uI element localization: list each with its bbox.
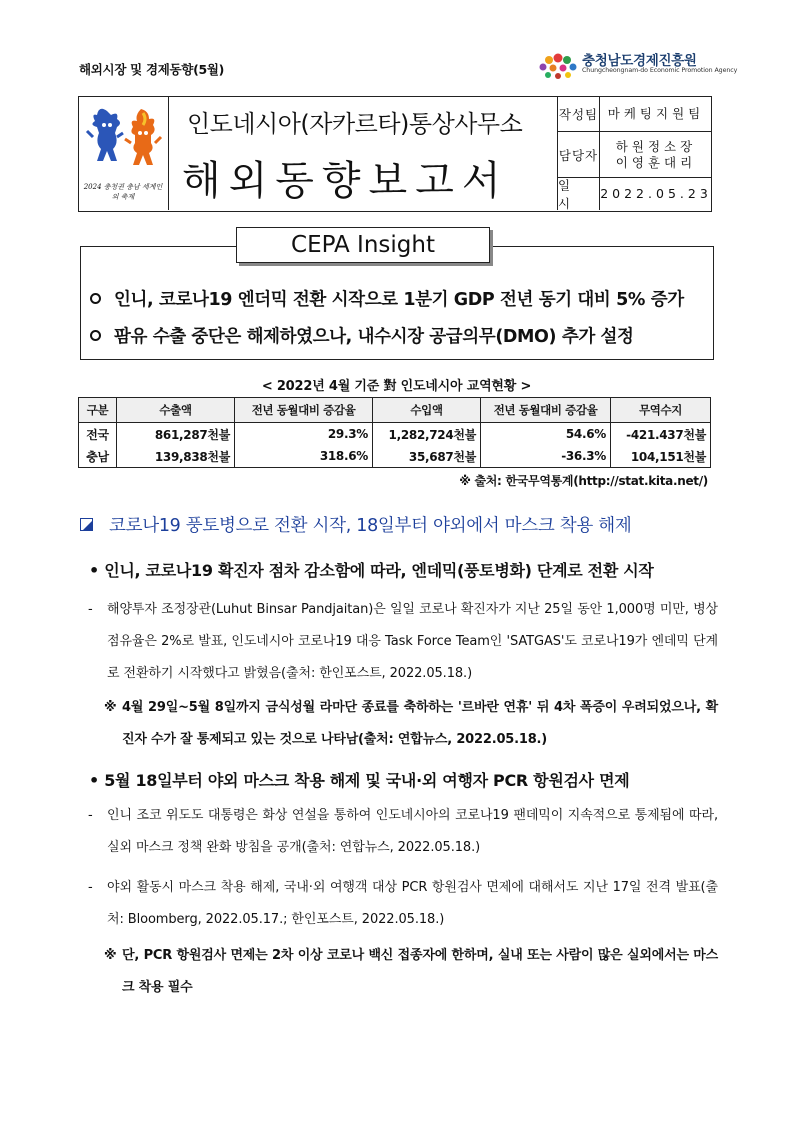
cepa-title: CEPA Insight: [236, 227, 490, 263]
meta-label: 일 시: [558, 178, 600, 210]
meta-value-line: 마케팅지원팀: [607, 106, 705, 121]
table-cell: 1,282,724천불: [373, 423, 481, 446]
circle-bullet-icon: [90, 293, 101, 304]
mascot-caption: 2024 충청권 충남 세계인의 축제: [83, 183, 163, 201]
trade-col-header: 전년 동월대비 증감율: [481, 398, 611, 423]
bullet-heading: • 인니, 코로나19 확진자 점차 감소함에 따라, 엔데믹(풍토병화) 단계로 전환 시작: [89, 561, 654, 580]
trade-table: [78, 397, 711, 468]
org-logo-icon: [536, 46, 580, 82]
dash-paragraph: [88, 800, 718, 864]
meta-label: 담당자: [558, 132, 600, 177]
trade-col-header: 수입액: [373, 398, 481, 423]
trade-caption: < 2022년 4월 기준 對 인도네시아 교역현황 >: [261, 379, 532, 394]
cepa-item: [90, 323, 634, 348]
trade-col-header: 구분: [79, 398, 117, 423]
note-paragraph: [104, 940, 718, 1004]
paragraph-text: 야외 활동시 마스크 착용 해제, 국내·외 여행객 대상 PCR 항원검사 면제에 대해서도 지난 17일 전격 발표(출처: Bloomberg, 2022.05.17.; 한인포스트, 2022.05.18.): [107, 880, 718, 927]
paragraph-text: 인니 조코 위도도 대통령은 화상 연설을 통하여 인도네시아의 코로나19 팬데믹이 지속적으로 통제됨에 따라, 실외 마스크 정책 완화 방침을 공개(출처: 연합뉴스, 2022.05.18.): [107, 808, 718, 855]
table-cell: 318.6%: [235, 445, 373, 468]
note-paragraph: [104, 692, 718, 756]
trade-col-header: 전년 동월대비 증감율: [235, 398, 373, 423]
office-name: 인도네시아(자카르타)통상사무소: [187, 110, 523, 138]
cepa-item-text: 팜유 수출 중단은 해제하였으나, 내수시장 공급의무(DMO) 추가 설정: [114, 327, 634, 347]
trade-header-row: [79, 398, 711, 423]
org-name: 충청남도경제진흥원: [582, 53, 697, 69]
section-heading-text: 코로나19 풍토병으로 전환 시작, 18일부터 야외에서 마스크 착용 해제: [109, 516, 632, 536]
meta-value: [600, 132, 712, 177]
table-cell: 충남: [79, 445, 117, 468]
table-cell: -421.437천불: [611, 423, 711, 446]
title-box: [78, 96, 712, 212]
table-cell: 54.6%: [481, 423, 611, 446]
report-series-label: 해외시장 및 경제동향(5월): [79, 62, 225, 77]
report-title: 해외동향보고서: [182, 158, 509, 204]
section-square-icon: [80, 518, 93, 531]
table-cell: 전국: [79, 423, 117, 446]
cepa-item-text: 인니, 코로나19 엔더믹 전환 시작으로 1분기 GDP 전년 동기 대비 5% 증가: [114, 290, 684, 310]
meta-value: [600, 178, 712, 210]
trade-source: ※ 출처: 한국무역통계(http://stat.kita.net/): [459, 474, 708, 488]
note-text: 단, PCR 항원검사 면제는 2차 이상 코로나 백신 접종자에 한하며, 실내 또는 사람이 많은 실외에서는 마스크 착용 필수: [122, 948, 718, 995]
dash-paragraph: [88, 594, 718, 690]
bullet-heading: • 5월 18일부터 야외 마스크 착용 해제 및 국내·외 여행자 PCR 항원검사 면제: [89, 771, 630, 790]
meta-row-team: [558, 97, 712, 132]
cepa-item: [90, 286, 684, 311]
meta-value-line: 하원정소장: [615, 138, 697, 154]
meta-value: [600, 97, 712, 131]
dash-mark: -: [88, 808, 93, 823]
table-cell: -36.3%: [481, 445, 611, 468]
meta-row-date: [558, 178, 712, 210]
table-cell: 29.3%: [235, 423, 373, 446]
table-cell: 861,287천불: [117, 423, 235, 446]
meta-label: 작성팀: [558, 97, 600, 131]
note-mark: ※: [104, 948, 117, 963]
trade-col-header: 수출액: [117, 398, 235, 423]
dash-paragraph: [88, 872, 718, 936]
paragraph-text: 해양투자 조정장관(Luhut Binsar Pandjaitan)은 일일 코로나 확진자가 지난 25일 동안 1,000명 미만, 병상 점유율은 2%로 발표, 인도네시아 코로나19 대응 Task Force Team인 'SATGAS'도 코로나19가 엔데믹 단계로 전환하기 시작했다고 밝혔음(출처: 한인포스트, 2022.05.18.): [107, 602, 718, 681]
trade-col-header: 무역수지: [611, 398, 711, 423]
meta-value-line: 2022.05.23: [600, 186, 712, 201]
table-cell: 139,838천불: [117, 445, 235, 468]
table-row: [79, 423, 711, 446]
mascot-icon: [85, 103, 163, 181]
note-text: 4월 29일~5월 8일까지 금식성월 라마단 종료를 축하하는 '르바란 연휴' 뒤 4차 폭증이 우려되었으나, 확진자 수가 잘 통제되고 있는 것으로 나타남(출처: 연합뉴스, 2022.05.18.): [122, 700, 718, 747]
table-cell: 104,151천불: [611, 445, 711, 468]
section-heading: [80, 512, 631, 537]
table-row: [79, 445, 711, 468]
meta-value-line: 이영훈대리: [615, 154, 697, 170]
dash-mark: -: [88, 602, 93, 617]
meta-row-person: [558, 132, 712, 178]
meta-table: [557, 97, 712, 210]
org-name-en: Chungcheongnam-do Economic Promotion Agency: [582, 67, 738, 74]
circle-bullet-icon: [90, 330, 101, 341]
dash-mark: -: [88, 880, 93, 895]
table-cell: 35,687천불: [373, 445, 481, 468]
mascot-cell: [79, 97, 169, 210]
note-mark: ※: [104, 700, 117, 715]
